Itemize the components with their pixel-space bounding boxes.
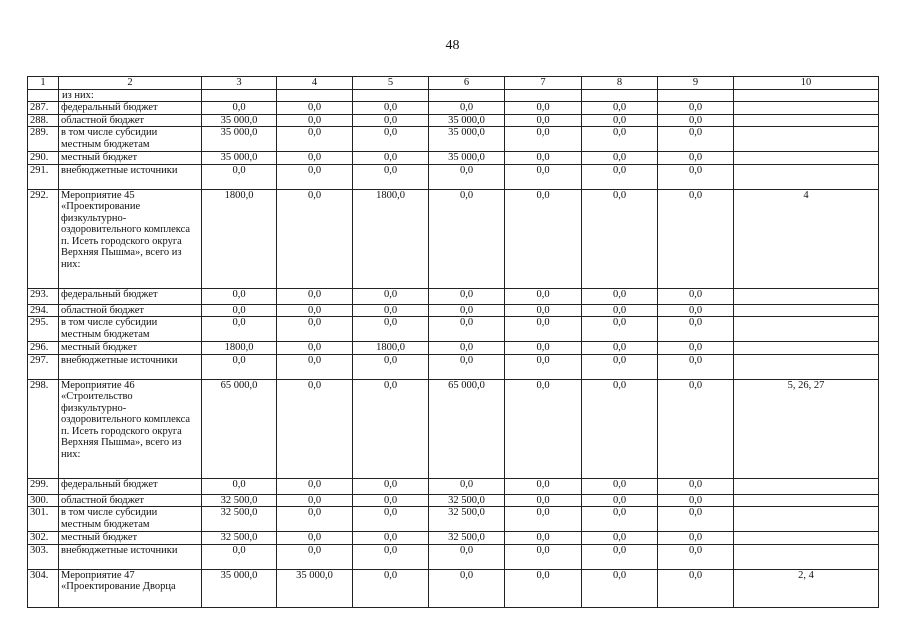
amount-cell: 0,0 <box>658 569 734 607</box>
table-row <box>28 152 879 165</box>
amount-cell: 0,0 <box>505 569 582 607</box>
amount-cell: 0,0 <box>658 478 734 494</box>
amount-cell: 0,0 <box>658 544 734 569</box>
target-indicators-cell <box>734 317 879 342</box>
amount-cell: 0,0 <box>202 478 277 494</box>
amount-cell: 0,0 <box>353 304 429 317</box>
target-indicators-cell <box>734 507 879 532</box>
amount-cell: 65 000,0 <box>429 379 505 478</box>
table-header-row <box>28 77 879 90</box>
row-number: 293. <box>28 288 59 304</box>
table-row <box>28 102 879 115</box>
page-number: 48 <box>445 38 460 53</box>
target-indicators-cell <box>734 304 879 317</box>
amount-cell: 0,0 <box>277 342 353 355</box>
continuation-label: из них: <box>59 89 202 102</box>
amount-cell: 0,0 <box>658 317 734 342</box>
amount-cell: 35 000,0 <box>202 569 277 607</box>
target-indicators-cell <box>734 342 879 355</box>
amount-cell: 0,0 <box>277 164 353 189</box>
amount-cell: 0,0 <box>582 532 658 545</box>
amount-cell: 0,0 <box>277 102 353 115</box>
amount-cell: 0,0 <box>277 317 353 342</box>
table-row <box>28 494 879 507</box>
amount-cell: 0,0 <box>277 127 353 152</box>
amount-cell: 0,0 <box>582 342 658 355</box>
target-indicators-cell <box>734 288 879 304</box>
amount-cell: 0,0 <box>429 189 505 288</box>
amount-cell: 35 000,0 <box>277 569 353 607</box>
amount-cell: 35 000,0 <box>202 114 277 127</box>
amount-cell: 0,0 <box>505 189 582 288</box>
row-name: в том числе субсидии местным бюджетам <box>59 507 202 532</box>
amount-cell: 0,0 <box>582 544 658 569</box>
amount-cell: 0,0 <box>353 494 429 507</box>
amount-cell: 0,0 <box>658 342 734 355</box>
table-row <box>28 342 879 355</box>
row-name: внебюджетные источники <box>59 354 202 379</box>
target-indicators-cell: 5, 26, 27 <box>734 379 879 478</box>
amount-cell: 0,0 <box>353 288 429 304</box>
amount-cell: 0,0 <box>429 304 505 317</box>
amount-cell: 35 000,0 <box>429 152 505 165</box>
amount-cell: 35 000,0 <box>429 127 505 152</box>
amount-cell: 0,0 <box>277 379 353 478</box>
amount-cell: 0,0 <box>582 288 658 304</box>
amount-cell: 0,0 <box>277 354 353 379</box>
amount-cell: 32 500,0 <box>429 494 505 507</box>
amount-cell: 0,0 <box>277 494 353 507</box>
amount-cell: 0,0 <box>353 152 429 165</box>
amount-cell: 0,0 <box>582 152 658 165</box>
amount-cell: 0,0 <box>353 507 429 532</box>
table-row <box>28 114 879 127</box>
amount-cell: 0,0 <box>658 127 734 152</box>
amount-cell: 0,0 <box>429 354 505 379</box>
amount-cell: 35 000,0 <box>202 127 277 152</box>
amount-cell: 0,0 <box>353 532 429 545</box>
amount-cell: 0,0 <box>353 127 429 152</box>
table-row <box>28 569 879 607</box>
row-name: областной бюджет <box>59 304 202 317</box>
table-row <box>28 288 879 304</box>
row-number: 302. <box>28 532 59 545</box>
amount-cell: 0,0 <box>582 304 658 317</box>
row-number: 289. <box>28 127 59 152</box>
amount-cell: 0,0 <box>429 164 505 189</box>
amount-cell: 0,0 <box>202 304 277 317</box>
row-number: 294. <box>28 304 59 317</box>
amount-cell: 35 000,0 <box>429 114 505 127</box>
amount-cell: 0,0 <box>582 354 658 379</box>
amount-cell: 0,0 <box>582 102 658 115</box>
amount-cell: 0,0 <box>277 532 353 545</box>
column-header: 10 <box>734 77 879 90</box>
table-row <box>28 164 879 189</box>
amount-cell: 0,0 <box>505 127 582 152</box>
row-name: местный бюджет <box>59 532 202 545</box>
amount-cell: 0,0 <box>582 379 658 478</box>
amount-cell: 0,0 <box>582 507 658 532</box>
amount-cell: 0,0 <box>582 494 658 507</box>
target-indicators-cell <box>734 478 879 494</box>
amount-cell: 65 000,0 <box>202 379 277 478</box>
amount-cell: 0,0 <box>505 544 582 569</box>
column-header: 1 <box>28 77 59 90</box>
amount-cell: 0,0 <box>202 354 277 379</box>
amount-cell: 0,0 <box>353 354 429 379</box>
amount-cell: 0,0 <box>658 152 734 165</box>
amount-cell: 0,0 <box>505 342 582 355</box>
amount-cell: 35 000,0 <box>202 152 277 165</box>
amount-cell: 0,0 <box>353 379 429 478</box>
target-indicators-cell: 4 <box>734 189 879 288</box>
row-number: 292. <box>28 189 59 288</box>
amount-cell: 0,0 <box>505 478 582 494</box>
amount-cell: 0,0 <box>505 152 582 165</box>
amount-cell: 0,0 <box>353 114 429 127</box>
row-number: 304. <box>28 569 59 607</box>
amount-cell: 0,0 <box>429 569 505 607</box>
amount-cell: 0,0 <box>658 304 734 317</box>
row-number: 303. <box>28 544 59 569</box>
table-row <box>28 304 879 317</box>
table-row <box>28 507 879 532</box>
amount-cell: 0,0 <box>202 288 277 304</box>
amount-cell: 1800,0 <box>353 189 429 288</box>
amount-cell: 0,0 <box>582 478 658 494</box>
amount-cell: 1800,0 <box>353 342 429 355</box>
amount-cell: 0,0 <box>658 354 734 379</box>
target-indicators-cell <box>734 114 879 127</box>
amount-cell: 0,0 <box>429 102 505 115</box>
row-name: областной бюджет <box>59 494 202 507</box>
target-indicators-cell <box>734 532 879 545</box>
amount-cell: 0,0 <box>505 304 582 317</box>
amount-cell: 0,0 <box>505 164 582 189</box>
amount-cell: 0,0 <box>202 544 277 569</box>
amount-cell: 0,0 <box>658 189 734 288</box>
row-number: 291. <box>28 164 59 189</box>
row-name: местный бюджет <box>59 152 202 165</box>
amount-cell: 32 500,0 <box>202 494 277 507</box>
amount-cell: 0,0 <box>658 507 734 532</box>
row-number: 298. <box>28 379 59 478</box>
row-name: в том числе субсидии местным бюджетам <box>59 127 202 152</box>
table-row <box>28 354 879 379</box>
amount-cell: 0,0 <box>277 478 353 494</box>
row-number: 290. <box>28 152 59 165</box>
row-number: 300. <box>28 494 59 507</box>
table-row <box>28 127 879 152</box>
amount-cell: 0,0 <box>353 164 429 189</box>
target-indicators-cell <box>734 152 879 165</box>
amount-cell: 1800,0 <box>202 342 277 355</box>
amount-cell: 0,0 <box>505 317 582 342</box>
amount-cell: 0,0 <box>505 379 582 478</box>
amount-cell: 0,0 <box>658 102 734 115</box>
amount-cell: 0,0 <box>582 317 658 342</box>
amount-cell: 0,0 <box>658 114 734 127</box>
amount-cell: 1800,0 <box>202 189 277 288</box>
table-row <box>28 317 879 342</box>
amount-cell: 0,0 <box>429 544 505 569</box>
amount-cell: 0,0 <box>429 342 505 355</box>
amount-cell: 0,0 <box>277 507 353 532</box>
amount-cell: 0,0 <box>582 164 658 189</box>
row-name: Мероприятие 46 «Строительство физкультурно-оздоровительного комплекса п. Исеть городского округа Верхняя Пышма», всего из них: <box>59 379 202 478</box>
row-number: 295. <box>28 317 59 342</box>
row-name: федеральный бюджет <box>59 478 202 494</box>
table-row <box>28 532 879 545</box>
target-indicators-cell <box>734 102 879 115</box>
column-header: 3 <box>202 77 277 90</box>
amount-cell: 0,0 <box>505 102 582 115</box>
amount-cell: 32 500,0 <box>429 507 505 532</box>
amount-cell: 32 500,0 <box>429 532 505 545</box>
amount-cell: 0,0 <box>277 544 353 569</box>
row-number: 287. <box>28 102 59 115</box>
amount-cell: 0,0 <box>429 478 505 494</box>
amount-cell: 0,0 <box>277 152 353 165</box>
amount-cell: 0,0 <box>582 114 658 127</box>
amount-cell: 0,0 <box>353 478 429 494</box>
column-header: 2 <box>59 77 202 90</box>
target-indicators-cell <box>734 354 879 379</box>
column-header: 5 <box>353 77 429 90</box>
amount-cell: 0,0 <box>505 532 582 545</box>
table-row <box>28 544 879 569</box>
amount-cell: 32 500,0 <box>202 507 277 532</box>
table-row <box>28 478 879 494</box>
column-header: 7 <box>505 77 582 90</box>
amount-cell: 0,0 <box>202 317 277 342</box>
target-indicators-cell <box>734 494 879 507</box>
amount-cell: 0,0 <box>658 164 734 189</box>
table-row <box>28 379 879 478</box>
row-number: 299. <box>28 478 59 494</box>
amount-cell: 0,0 <box>277 288 353 304</box>
table-row <box>28 189 879 288</box>
row-name: Мероприятие 47 «Проектирование Дворца <box>59 569 202 607</box>
target-indicators-cell <box>734 127 879 152</box>
amount-cell: 0,0 <box>353 317 429 342</box>
amount-cell: 0,0 <box>505 507 582 532</box>
row-number: 296. <box>28 342 59 355</box>
amount-cell: 0,0 <box>658 379 734 478</box>
target-indicators-cell <box>734 544 879 569</box>
amount-cell: 0,0 <box>277 189 353 288</box>
amount-cell: 0,0 <box>353 569 429 607</box>
amount-cell: 0,0 <box>505 288 582 304</box>
column-header: 4 <box>277 77 353 90</box>
row-number: 297. <box>28 354 59 379</box>
amount-cell: 0,0 <box>353 102 429 115</box>
amount-cell: 0,0 <box>505 354 582 379</box>
row-number: 288. <box>28 114 59 127</box>
budget-table <box>27 76 879 608</box>
amount-cell: 0,0 <box>277 304 353 317</box>
row-name: в том числе субсидии местным бюджетам <box>59 317 202 342</box>
amount-cell: 0,0 <box>582 569 658 607</box>
column-header: 9 <box>658 77 734 90</box>
row-name: федеральный бюджет <box>59 102 202 115</box>
amount-cell: 0,0 <box>582 127 658 152</box>
amount-cell: 0,0 <box>429 317 505 342</box>
amount-cell: 0,0 <box>277 114 353 127</box>
row-name: областной бюджет <box>59 114 202 127</box>
amount-cell: 0,0 <box>658 288 734 304</box>
amount-cell: 0,0 <box>658 532 734 545</box>
column-header: 6 <box>429 77 505 90</box>
row-name: федеральный бюджет <box>59 288 202 304</box>
row-name: внебюджетные источники <box>59 544 202 569</box>
row-name: местный бюджет <box>59 342 202 355</box>
amount-cell: 0,0 <box>658 494 734 507</box>
continuation-row <box>28 89 879 102</box>
amount-cell: 0,0 <box>202 164 277 189</box>
target-indicators-cell <box>734 164 879 189</box>
amount-cell: 0,0 <box>202 102 277 115</box>
amount-cell: 0,0 <box>505 114 582 127</box>
amount-cell: 0,0 <box>429 288 505 304</box>
amount-cell: 0,0 <box>582 189 658 288</box>
column-header: 8 <box>582 77 658 90</box>
amount-cell: 32 500,0 <box>202 532 277 545</box>
row-name: Мероприятие 45 «Проектирование физкультурно-оздоровительного комплекса п. Исеть городского округа Верхняя Пышма», всего из них: <box>59 189 202 288</box>
row-name: внебюджетные источники <box>59 164 202 189</box>
amount-cell: 0,0 <box>353 544 429 569</box>
amount-cell: 0,0 <box>505 494 582 507</box>
row-number: 301. <box>28 507 59 532</box>
target-indicators-cell: 2, 4 <box>734 569 879 607</box>
